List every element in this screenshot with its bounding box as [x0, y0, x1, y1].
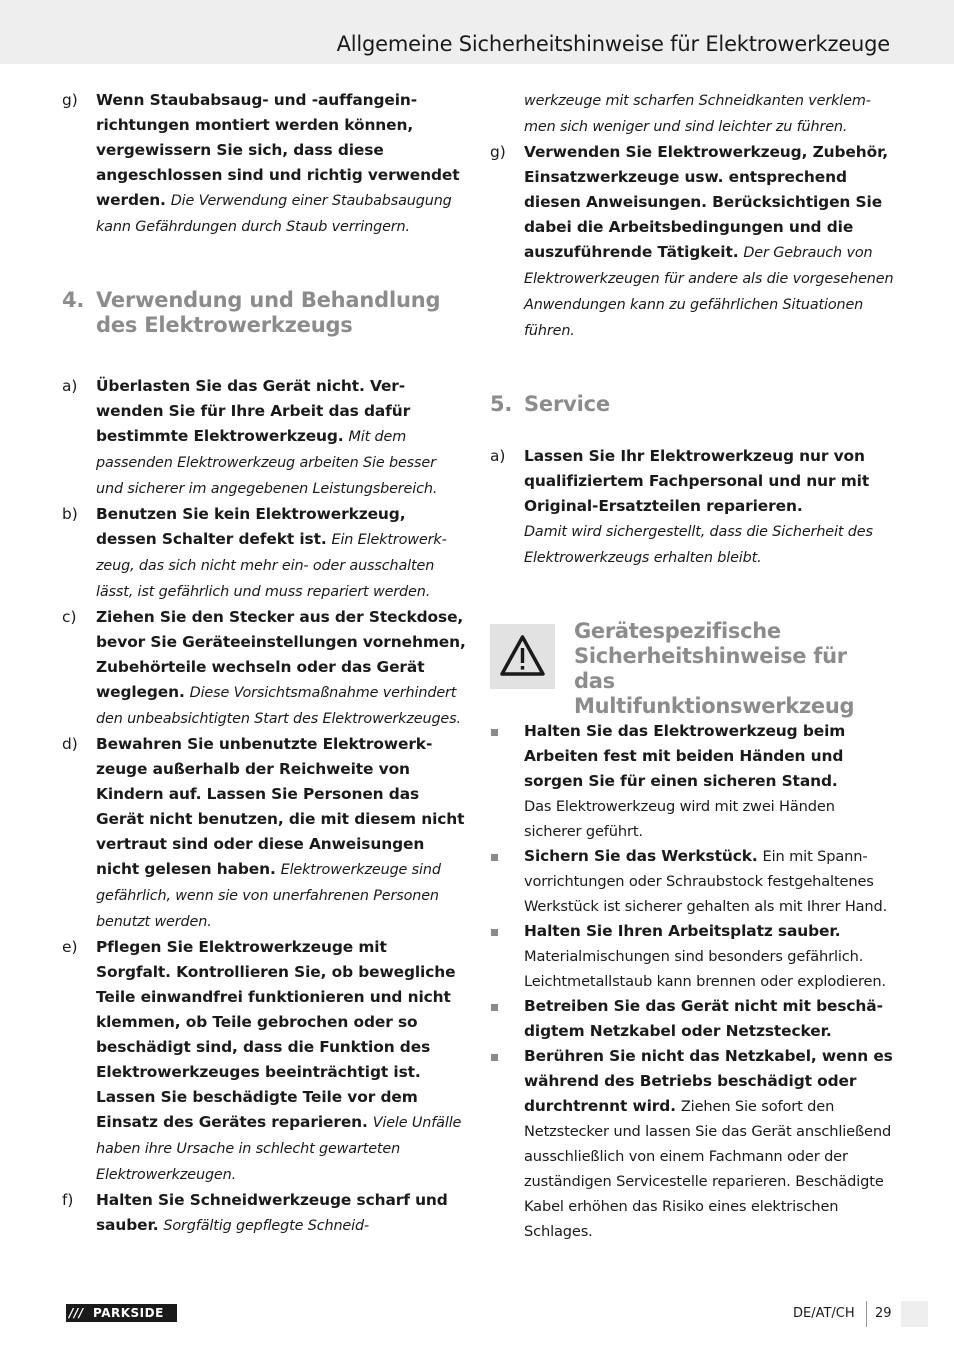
item-marker: c): [62, 608, 77, 626]
bullet-square-icon: [491, 1004, 498, 1011]
right-column: [490, 88, 894, 1244]
item-marker: g): [62, 91, 78, 109]
item-italic-text: Der Gebrauch von Elektrowerkzeugen für andere als die vorgesehenen Anwendungen kann zu gefährlichen Situationen führen.: [524, 245, 894, 339]
item-marker: g): [490, 143, 506, 161]
list-item-g: [490, 140, 894, 344]
item-normal-text: Ein mit Spannvorrichtungen oder Schraubstock festgehaltenes Werkstück ist sicherer gehalten als mit Ihrer Hand.: [524, 848, 888, 915]
list-item-b: [62, 502, 466, 605]
item-bold-text: Ziehen Sie den Stecker aus der Steckdose, bevor Sie Geräteeinstellungen vornehmen, Zubehörteile wechseln oder das Gerät weglegen.: [96, 608, 466, 701]
bullet-item: [490, 919, 894, 994]
item-italic-text: Elektrowerkzeuge sind gefährlich, wenn sie von unerfahrenen Personen benutzt werden.: [96, 862, 441, 930]
bullet-item: [490, 1044, 894, 1244]
item-bold-text: Bewahren Sie unbenutzte Elektrowerkzeuge außerhalb der Reichweite von Kindern auf. Lassen Sie Personen das Gerät nicht benutzen, die mit diesem nicht vertraut sind oder diese Anweisungen nicht gelesen haben.: [96, 735, 465, 878]
section-heading-5: [490, 392, 894, 417]
item-italic-text: Viele Unfälle haben ihre Ursache in schlecht gewarteten Elektrowerkzeugen.: [96, 1115, 462, 1183]
item-marker: a): [490, 447, 506, 465]
list-item-e: [62, 935, 466, 1188]
bullet-item: [490, 994, 894, 1044]
footer-divider: [866, 1301, 867, 1327]
warning-triangle-icon: [490, 624, 555, 689]
list-item-f-continued: [490, 88, 894, 140]
item-italic-text: Ein Elektrowerkzeug, das sich nicht mehr ein- oder ausschalten lässt, ist gefährlich und muss repariert werden.: [96, 532, 447, 600]
page-title: Allgemeine Sicherheitshinweise für Elektrowerkzeuge: [336, 32, 890, 56]
list-item-service-a: [490, 444, 894, 571]
list-item-d: [62, 732, 466, 935]
bullet-square-icon: [491, 854, 498, 861]
page-number: 29: [875, 1306, 892, 1321]
item-bold-text: Betreiben Sie das Gerät nicht mit beschädigtem Netzkabel oder Netzstecker.: [524, 997, 883, 1040]
item-marker: d): [62, 735, 78, 753]
list-item-a: [62, 374, 466, 502]
item-normal-text: Das Elektrowerkzeug wird mit zwei Händen sicherer geführt.: [524, 798, 835, 840]
bullet-square-icon: [491, 1054, 498, 1061]
item-bold-text: Sichern Sie das Werkstück.: [524, 847, 758, 865]
item-italic-text: Diese Vorsichtsmaßnahme verhindert den unbeabsichtigten Start des Elektrowerkzeuges.: [96, 685, 461, 727]
warning-title: Gerätespezifische Sicherheitshinweise für das Multifunktionswerkzeug: [574, 619, 855, 718]
parkside-logo: [66, 1304, 177, 1322]
warning-heading: [490, 619, 894, 718]
logo-text: PARKSIDE: [93, 1306, 164, 1320]
section-title: Verwendung und Behandlung des Elektrowerkzeugs: [96, 288, 441, 337]
item-bold-text: Überlasten Sie das Gerät nicht. Verwenden Sie für Ihre Arbeit das dafür bestimmte Elektrowerkzeug.: [96, 377, 411, 445]
bullet-item: [490, 844, 894, 919]
section-title: Service: [524, 392, 610, 416]
left-column: [62, 88, 466, 1239]
item-italic-text: werkzeuge mit scharfen Schneidkanten verklemmen sich weniger und sind leichter zu führen.: [524, 93, 871, 135]
item-italic-text: Die Verwendung einer Staubabsaugung kann Gefährdungen durch Staub verringern.: [96, 193, 452, 235]
item-italic-text: Sorgfältig gepflegte Schneid-: [163, 1218, 369, 1234]
item-italic-text: Mit dem passenden Elektrowerkzeug arbeiten Sie besser und sicherer im angegebenen Leistungsbereich.: [96, 429, 438, 497]
item-normal-text: Ziehen Sie sofort den Netzstecker und lassen Sie das Gerät anschließend ausschließlich von einem Fachmann oder der zuständigen Servicestelle reparieren. Beschädigte Kabel erhöhen das Risiko eines elektrischen Schlages.: [524, 1098, 892, 1240]
item-marker: e): [62, 938, 78, 956]
item-bold-text: Benutzen Sie kein Elektrowerkzeug, dessen Schalter defekt ist.: [96, 505, 406, 548]
logo-stripes: ///: [69, 1306, 84, 1320]
bullet-item: [490, 719, 894, 844]
section-heading-4: [62, 288, 466, 338]
list-item-g: [62, 88, 466, 240]
item-marker: a): [62, 377, 78, 395]
item-bold-text: Pflegen Sie Elektrowerkzeuge mit Sorgfalt. Kontrollieren Sie, ob bewegliche Teile einwandfrei funktionieren und nicht klemmen, ob Teile gebrochen oder so beschädigt sind, dass die Funktion des Elektrowerkzeuges beeinträchtigt ist. Lassen Sie beschädigte Teile vor dem Einsatz des Gerätes reparieren.: [96, 938, 456, 1131]
item-bold-text: Halten Sie Ihren Arbeitsplatz sauber.: [524, 922, 841, 940]
item-italic-text: Damit wird sichergestellt, dass die Sicherheit des Elektrowerkzeugs erhalten bleibt.: [524, 524, 873, 566]
item-marker: f): [62, 1191, 74, 1209]
bullet-square-icon: [491, 929, 498, 936]
section-number: 5.: [490, 392, 513, 416]
footer-tab: [901, 1301, 928, 1327]
item-bold-text: Verwenden Sie Elektrowerkzeug, Zubehör, Einsatzwerkzeuge usw. entsprechend diesen Anweisungen. Berücksichtigen Sie dabei die Arbeitsbedingungen und die auszuführende Tätigkeit.: [524, 143, 889, 261]
item-bold-text: Berühren Sie nicht das Netzkabel, wenn es während des Betriebs beschädigt oder durchtrennt wird.: [524, 1047, 893, 1115]
item-bold-text: Halten Sie Schneidwerkzeuge scharf und sauber.: [96, 1191, 448, 1234]
list-item-c: [62, 605, 466, 732]
item-normal-text: Materialmischungen sind besonders gefährlich. Leichtmetallstaub kann brennen oder explodieren.: [524, 948, 886, 990]
bullet-square-icon: [491, 729, 498, 736]
item-bold-text: Lassen Sie Ihr Elektrowerkzeug nur von qualifiziertem Fachpersonal und nur mit Original-Ersatzteilen reparieren.: [524, 447, 870, 515]
item-bold-text: Halten Sie das Elektrowerkzeug beim Arbeiten fest mit beiden Händen und sorgen Sie für einen sicheren Stand.: [524, 722, 846, 790]
section-number: 4.: [62, 288, 85, 312]
item-bold-text: Wenn Staubabsaug- und -auffangeinrichtungen montiert werden können, vergewissern Sie sich, dass diese angeschlossen sind und richtig verwendet werden.: [96, 91, 460, 209]
language-code: DE/AT/CH: [793, 1306, 855, 1321]
item-marker: b): [62, 505, 78, 523]
list-item-f: [62, 1188, 466, 1239]
